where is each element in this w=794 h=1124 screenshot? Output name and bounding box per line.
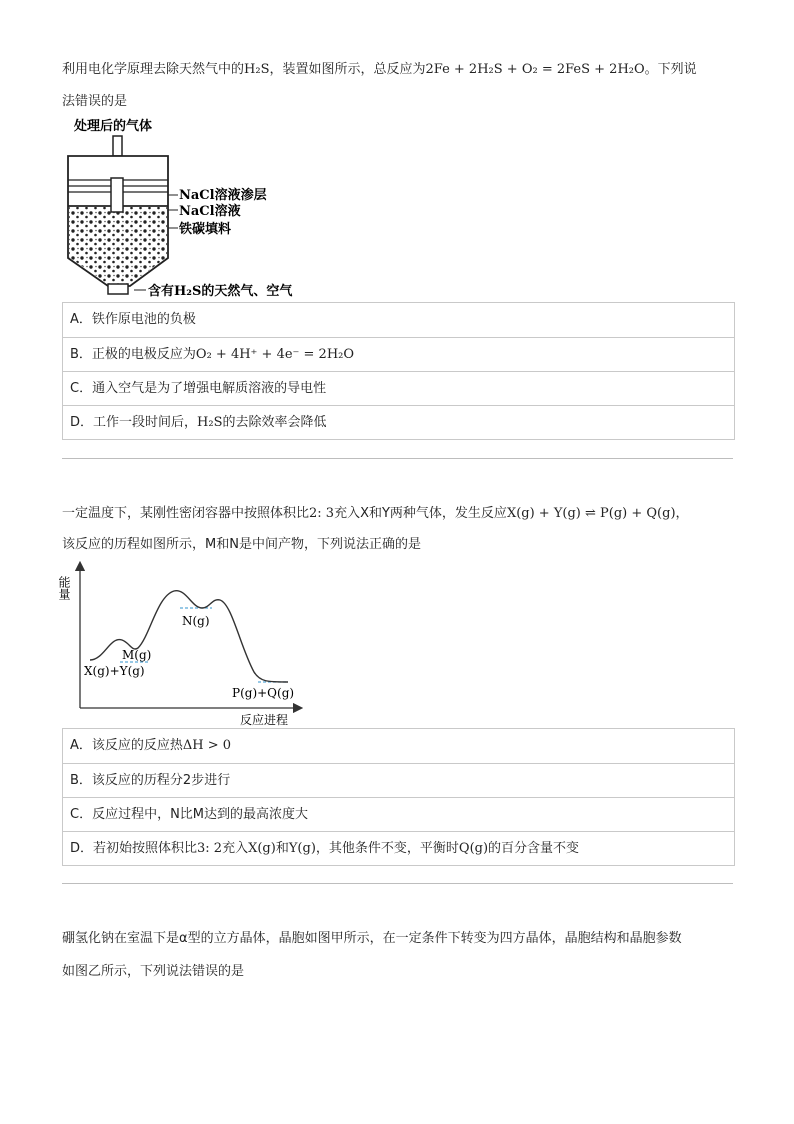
math-run: Q(g) bbox=[458, 841, 489, 856]
text-run: ，其他条件不变，平衡时 bbox=[315, 841, 459, 856]
q3-stem-line1: 硼氢化钠在室温下是α型的立方晶体，晶胞如图甲所示，在一定条件下转变为四方晶体，晶胞结构和晶胞参数 bbox=[62, 931, 682, 946]
y-axis-label: 能量 bbox=[57, 576, 71, 600]
text-run: ，装置如图所示，总反应为 bbox=[269, 62, 426, 77]
q1-stem-line2: 法错误的是 bbox=[62, 94, 128, 109]
label-treated-gas: 处理后的气体 bbox=[74, 119, 153, 134]
text-run: 。下列说 bbox=[644, 62, 697, 77]
label-N: N(g) bbox=[182, 614, 210, 628]
label-inlet-gas: 含有H₂S的天然气、空气 bbox=[148, 284, 293, 299]
label-M: M(g) bbox=[122, 648, 152, 662]
q2-stem-line2: 该反应的历程如图所示，M和N是中间产物，下列说法正确的是 bbox=[62, 537, 421, 552]
math-run: 2: 3 bbox=[309, 506, 335, 521]
q1-option-d[interactable] bbox=[63, 405, 734, 439]
math-run: ΔH > 0 bbox=[182, 738, 232, 753]
text-run: 充入 bbox=[222, 841, 249, 856]
text-run: 一定温度下，某刚性密闭容器中按照体积比 bbox=[62, 506, 310, 521]
q1-stem-line1 bbox=[62, 58, 697, 77]
inlet-pipe bbox=[108, 284, 128, 294]
inner-tube bbox=[111, 178, 123, 212]
q2-options bbox=[62, 728, 735, 866]
label-nacl-layer: NaCl溶液渗层 bbox=[179, 188, 267, 203]
q2-option-b[interactable] bbox=[63, 763, 734, 797]
label-products: P(g)+Q(g) bbox=[232, 686, 295, 700]
text-run: B．该反应的历程分2步进行 bbox=[70, 773, 231, 788]
math-run: 2Fe + 2H₂S + O₂ = 2FeS + 2H₂O bbox=[425, 62, 645, 77]
q1-option-a[interactable] bbox=[63, 303, 734, 337]
math-run: O₂ + 4H⁺ + 4e⁻ = 2H₂O bbox=[195, 347, 355, 362]
q1-option-c[interactable] bbox=[63, 371, 734, 405]
q3-stem-line2: 如图乙所示，下列说法错误的是 bbox=[62, 964, 245, 979]
q2-energy-diagram bbox=[57, 556, 312, 728]
text-run: 的去除效率会降低 bbox=[222, 415, 327, 430]
label-nacl-solution: NaCl溶液 bbox=[179, 204, 241, 219]
q2-option-c[interactable] bbox=[63, 797, 734, 831]
math-run: X(g) bbox=[248, 841, 276, 856]
label-reactants: X(g)+Y(g) bbox=[84, 664, 145, 678]
math-run: Y(g) bbox=[288, 841, 316, 856]
text-run: ， bbox=[675, 506, 689, 521]
text-run: 的百分含量不变 bbox=[488, 841, 580, 856]
text-run: A．铁作原电池的负极 bbox=[70, 312, 196, 327]
separator-2 bbox=[62, 883, 733, 884]
math-run: H₂S bbox=[197, 415, 223, 430]
math-run: H₂S bbox=[244, 62, 270, 77]
text-run: A．该反应的反应热 bbox=[70, 738, 183, 753]
text-run: C．通入空气是为了增强电解质溶液的导电性 bbox=[70, 381, 327, 396]
text-run: 利用电化学原理去除天然气中的 bbox=[62, 62, 245, 77]
text-run: C．反应过程中，N比M达到的最高浓度大 bbox=[70, 807, 309, 822]
math-run: 3: 2 bbox=[197, 841, 223, 856]
text-run: D．若初始按照体积比 bbox=[70, 841, 198, 856]
q1-options bbox=[62, 302, 735, 440]
q2-stem-line1 bbox=[62, 502, 689, 521]
outlet-tube bbox=[113, 136, 122, 156]
iron-carbon-filler bbox=[69, 207, 167, 285]
label-iron-carbon: 铁碳填料 bbox=[179, 222, 232, 237]
q2-option-a[interactable] bbox=[63, 729, 734, 763]
text-run: B．正极的电极反应为 bbox=[70, 347, 196, 362]
text-run: 充入X和Y两种气体，发生反应 bbox=[334, 506, 507, 521]
q1-option-b[interactable] bbox=[63, 337, 734, 371]
x-axis-label: 反应进程 bbox=[240, 713, 289, 727]
q1-apparatus-figure bbox=[62, 112, 362, 302]
math-run: X(g) + Y(g) ⇌ P(g) + Q(g) bbox=[506, 506, 676, 521]
q2-option-d[interactable] bbox=[63, 831, 734, 865]
text-run: 和 bbox=[275, 841, 289, 856]
text-run: D．工作一段时间后， bbox=[70, 415, 198, 430]
separator-1 bbox=[62, 458, 733, 459]
